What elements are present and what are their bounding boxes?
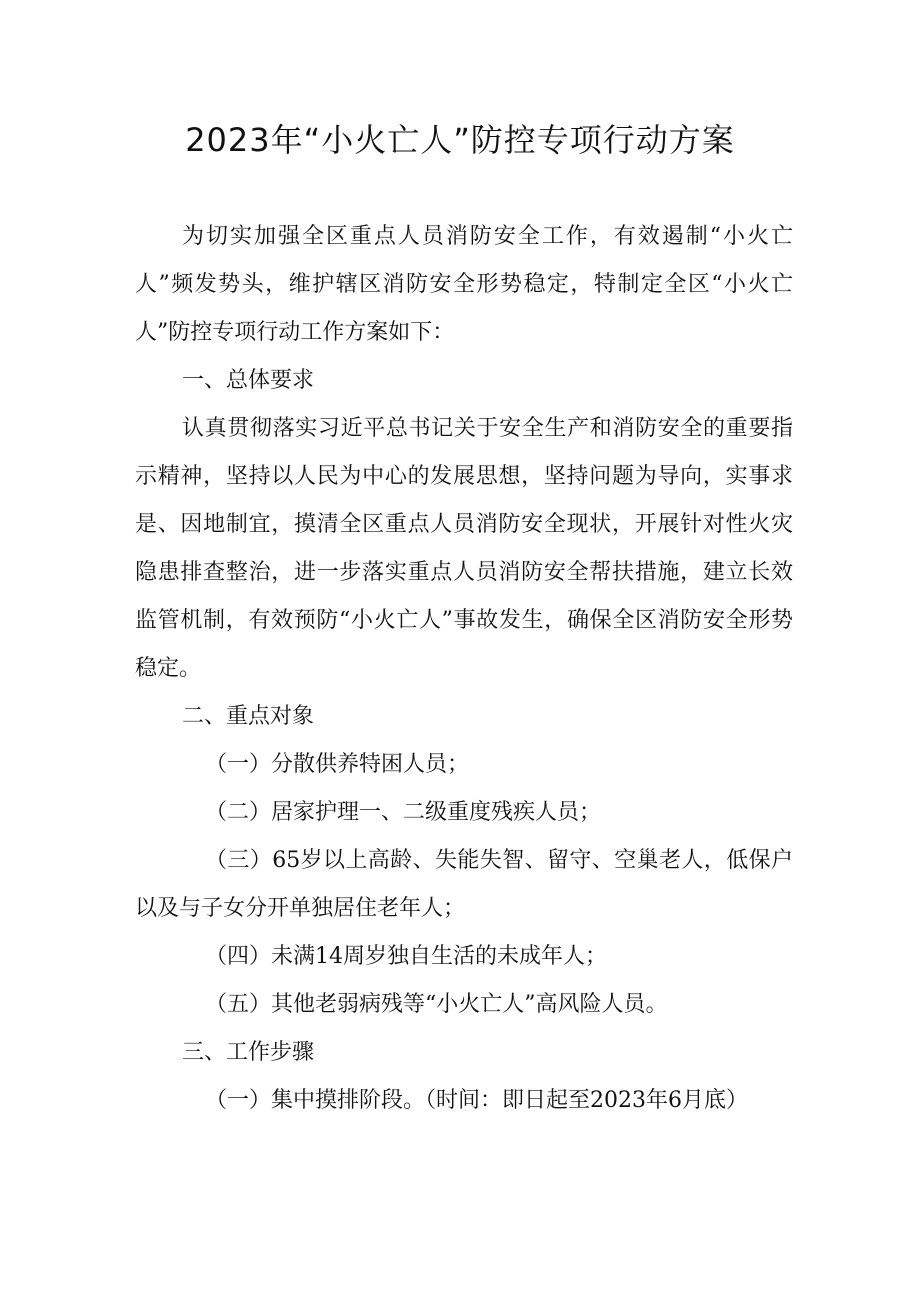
list-item-target-3: （三）65岁以上高龄、失能失智、留守、空巢老人，低保户以及与子女分开单独居住老年人；	[135, 848, 793, 921]
document-title: 2023年“小火亡人”防控专项行动方案	[185, 121, 735, 159]
intro-paragraph: 为切实加强全区重点人员消防安全工作，有效遏制“小火亡人”频发势头，维护辖区消防安全形势稳定，特制定全区“小火亡人”防控专项行动工作方案如下：	[135, 224, 793, 345]
list-item-target-5: （五）其他老弱病残等“小火亡人”高风险人员。	[205, 992, 668, 1017]
section-heading-key-targets: 二、重点对象	[182, 704, 315, 729]
document-body	[135, 213, 793, 1125]
list-item-target-1: （一）分散供养特困人员；	[205, 752, 470, 777]
section-heading-general-requirements: 一、总体要求	[182, 368, 315, 393]
list-item-target-4: （四）未满14周岁独自生活的未成年人；	[205, 944, 607, 969]
section-heading-work-steps: 三、工作步骤	[182, 1040, 315, 1065]
general-requirements-paragraph: 认真贯彻落实习近平总书记关于安全生产和消防安全的重要指示精神，坚持以人民为中心的发展思想，坚持问题为导向，实事求是、因地制宜，摸清全区重点人员消防安全现状，开展针对性火灾隐患排查整治，进一步落实重点人员消防安全帮扶措施，建立长效监管机制，有效预防“小火亡人”事故发生，确保全区消防安全形势稳定。	[135, 416, 793, 681]
list-item-target-2: （二）居家护理一、二级重度残疾人员；	[205, 800, 602, 825]
work-step-1: （一）集中摸排阶段。（时间：即日起至2023年6月底）	[205, 1088, 748, 1113]
